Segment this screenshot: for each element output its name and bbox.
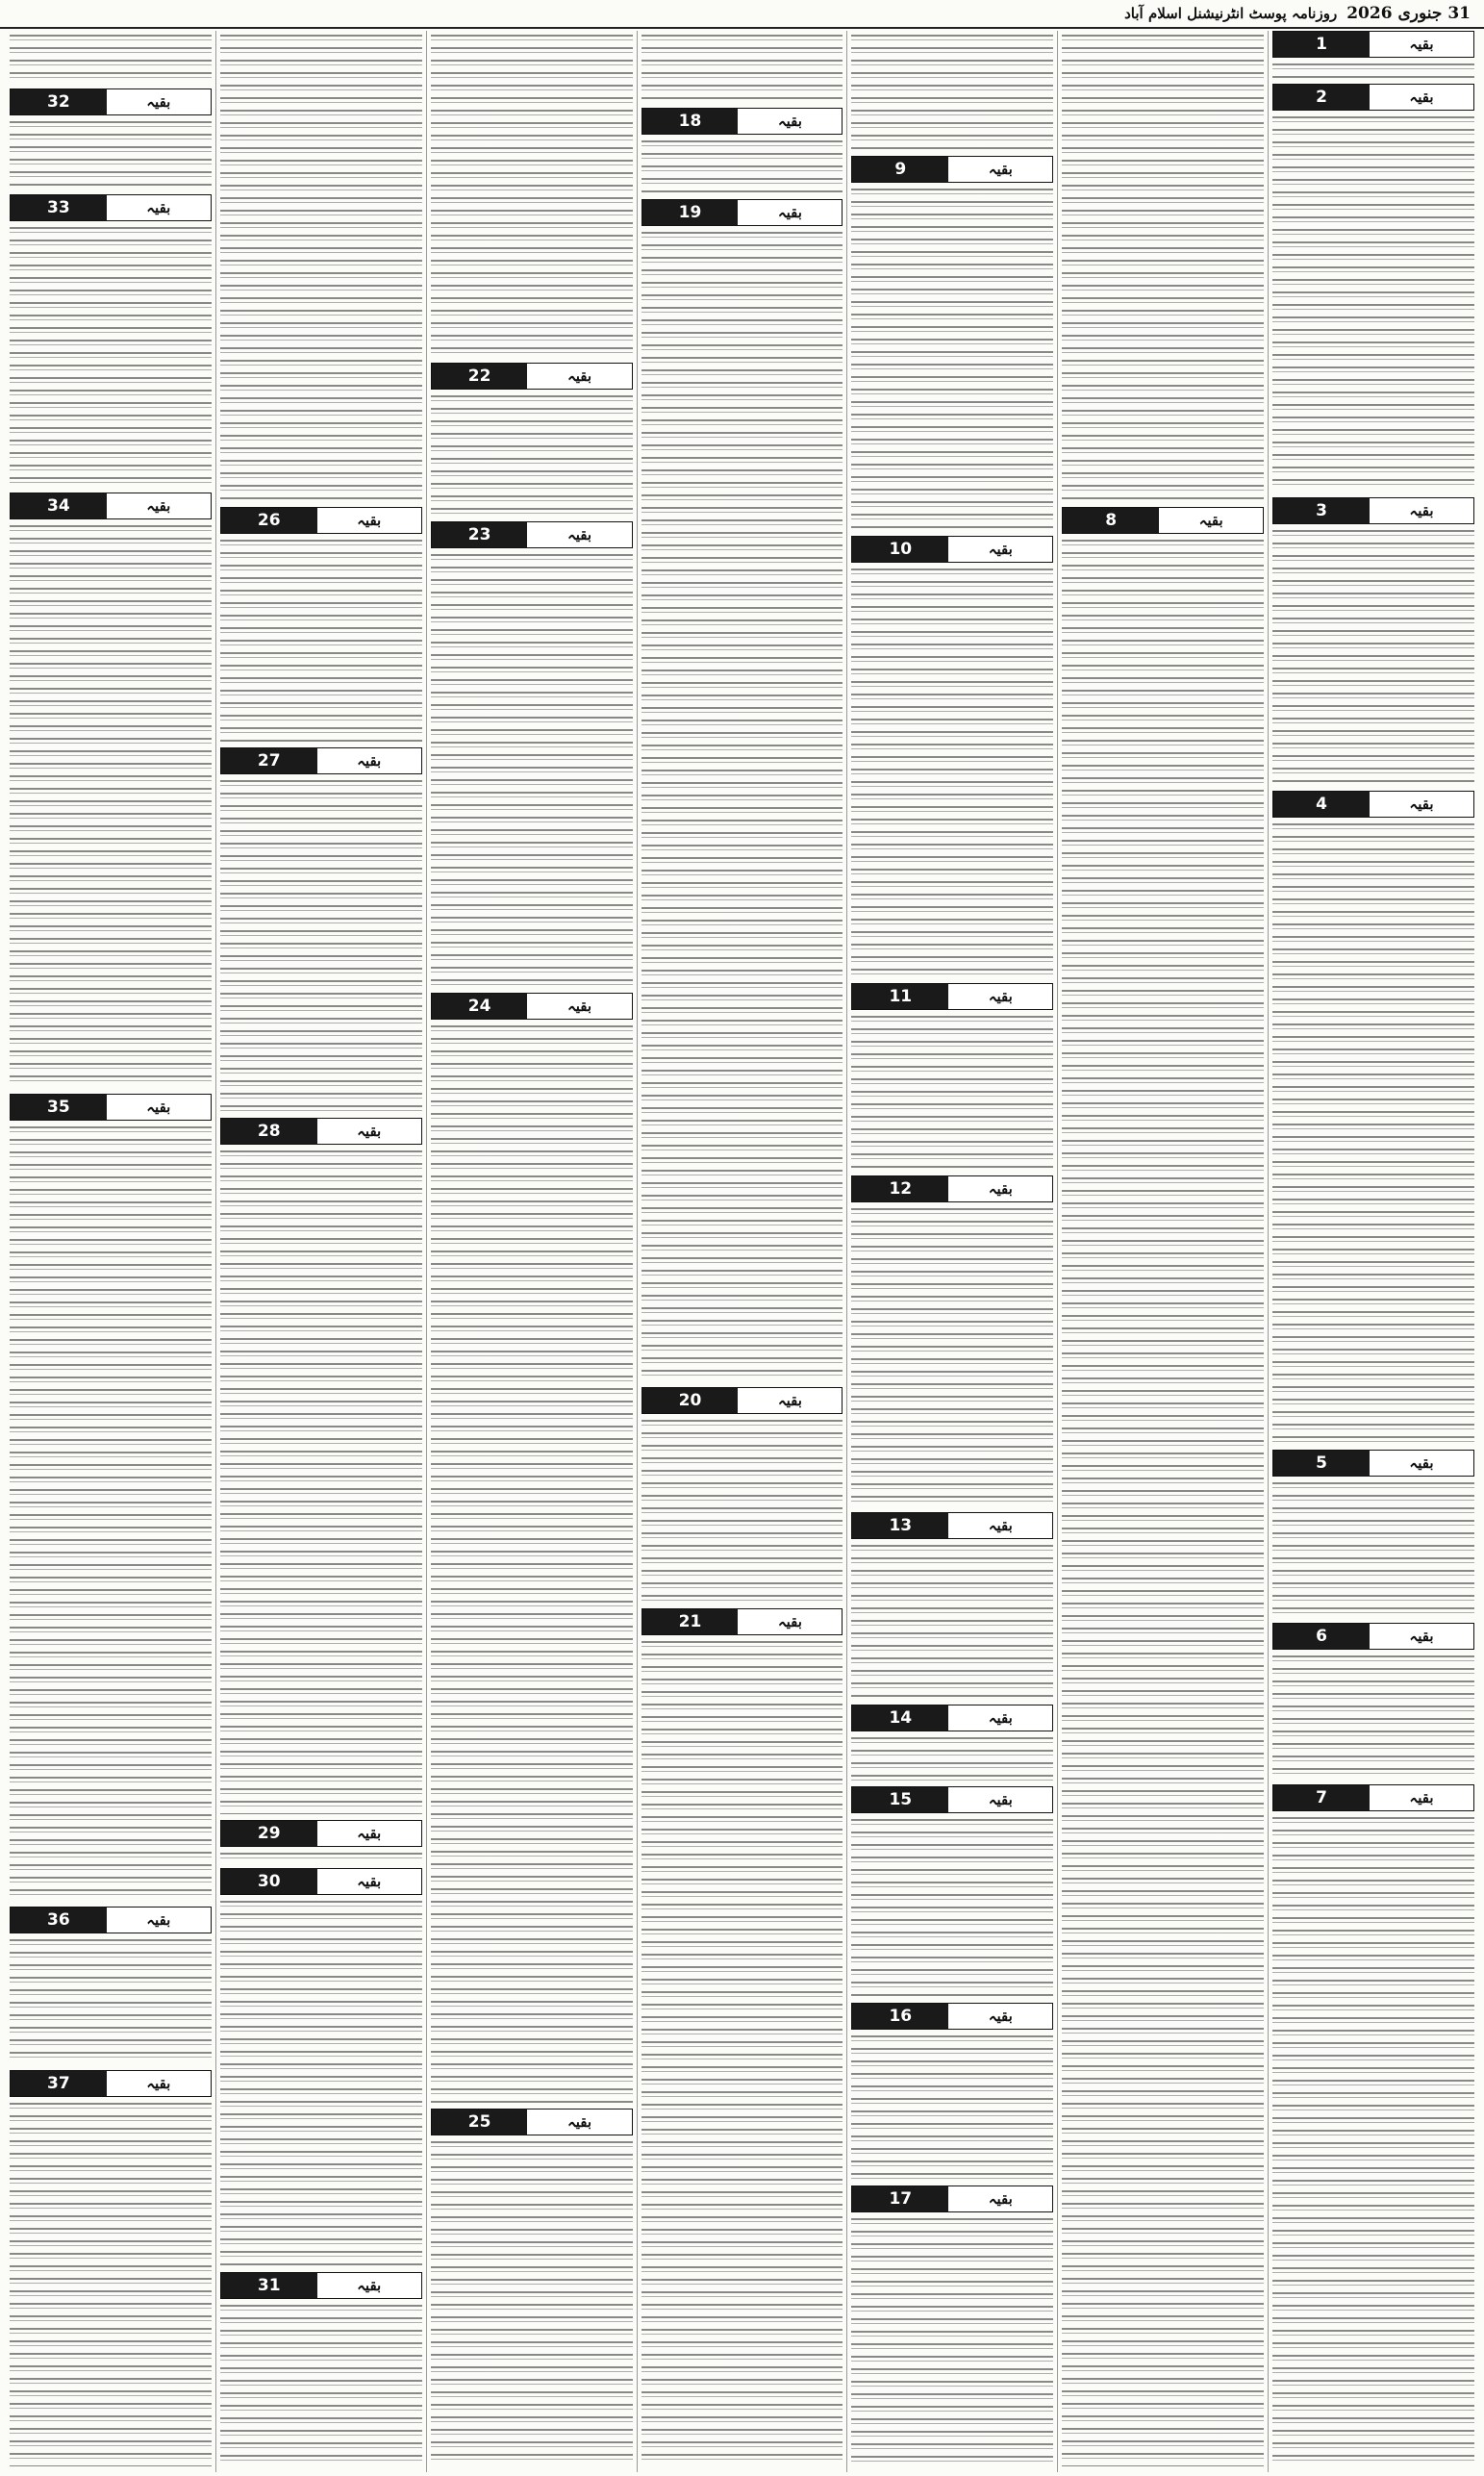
section-label: بقیہ	[948, 1705, 1052, 1731]
article-text	[851, 1815, 1053, 1997]
continuation-header	[851, 1786, 1053, 1813]
block-number: 15	[852, 1787, 948, 1812]
article-continuation	[641, 31, 843, 102]
article-text	[220, 31, 422, 501]
continuation-header	[220, 1118, 422, 1145]
continuation-header	[1272, 1623, 1474, 1650]
article-text	[1272, 1652, 1474, 1779]
article-text	[851, 2214, 1053, 2466]
article-block-29	[220, 1820, 422, 1862]
article-text	[431, 392, 633, 516]
continuation-header	[1272, 31, 1474, 58]
continuation-header	[1272, 84, 1474, 111]
section-label: بقیہ	[527, 522, 631, 547]
continuation-header	[10, 2070, 212, 2097]
column-5	[426, 31, 637, 2472]
column-7	[6, 31, 215, 2472]
article-block-7	[1272, 1784, 1474, 2466]
article-text	[851, 1733, 1053, 1781]
section-label: بقیہ	[317, 748, 421, 773]
block-number: 8	[1063, 508, 1159, 533]
column-4	[637, 31, 847, 2472]
article-text	[10, 1123, 212, 1901]
continuation-header	[431, 363, 633, 390]
article-text	[10, 117, 212, 189]
continuation-header	[1272, 1450, 1474, 1477]
continuation-header	[10, 1907, 212, 1933]
continuation-header	[851, 156, 1053, 183]
continuation-header	[1272, 791, 1474, 818]
article-block-11	[851, 983, 1053, 1170]
block-number: 3	[1273, 498, 1370, 523]
continuation-header	[851, 983, 1053, 1010]
block-number: 29	[221, 1821, 317, 1846]
article-block-33	[10, 194, 212, 487]
article-text	[641, 31, 843, 102]
column-3	[846, 31, 1057, 2472]
section-label: بقیہ	[317, 508, 421, 533]
article-text	[1272, 1478, 1474, 1617]
continuation-header	[851, 1705, 1053, 1731]
article-block-19	[641, 199, 843, 1381]
article-block-32	[10, 88, 212, 189]
block-number: 36	[11, 1908, 107, 1933]
section-label: بقیہ	[948, 537, 1052, 562]
article-text	[851, 31, 1053, 150]
article-block-22	[431, 363, 633, 516]
section-label: بقیہ	[738, 109, 842, 134]
article-block-25	[431, 2109, 633, 2466]
article-block-34	[10, 493, 212, 1088]
block-number: 34	[11, 493, 107, 518]
article-text	[431, 2137, 633, 2466]
continuation-header	[10, 88, 212, 115]
continuation-header	[220, 1820, 422, 1847]
block-number: 2	[1273, 85, 1370, 110]
article-block-6	[1272, 1623, 1474, 1779]
article-text	[220, 1849, 422, 1862]
article-text	[851, 1204, 1053, 1506]
section-label: بقیہ	[1370, 32, 1473, 57]
section-label: بقیہ	[948, 2004, 1052, 2029]
article-block-4	[1272, 791, 1474, 1444]
column-2	[1057, 31, 1268, 2472]
article-continuation	[851, 31, 1053, 150]
block-number: 1	[1273, 32, 1370, 57]
article-text	[1272, 60, 1474, 78]
article-text	[851, 185, 1053, 530]
article-text	[851, 1541, 1053, 1699]
masthead	[0, 0, 1484, 29]
article-block-24	[431, 993, 633, 2103]
column-1	[1268, 31, 1478, 2472]
article-block-17	[851, 2185, 1053, 2466]
article-text	[641, 1416, 843, 1603]
continuation-header	[641, 1387, 843, 1414]
section-label: بقیہ	[948, 157, 1052, 182]
article-text	[10, 521, 212, 1088]
section-label: بقیہ	[527, 994, 631, 1019]
columns	[6, 31, 1478, 2472]
section-label: بقیہ	[317, 1119, 421, 1144]
block-number: 26	[221, 508, 317, 533]
section-label: بقیہ	[738, 1388, 842, 1413]
block-number: 7	[1273, 1785, 1370, 1810]
article-block-8	[1062, 507, 1264, 2466]
article-block-36	[10, 1907, 212, 2064]
section-label: بقیہ	[527, 2110, 631, 2135]
article-continuation	[220, 31, 422, 501]
block-number: 28	[221, 1119, 317, 1144]
block-number: 33	[11, 195, 107, 220]
article-text	[220, 2301, 422, 2466]
block-number: 30	[221, 1869, 317, 1894]
section-label: بقیہ	[317, 1821, 421, 1846]
article-block-26	[220, 507, 422, 742]
issue-date: 31 جنوری 2026	[1346, 4, 1471, 23]
article-continuation	[431, 31, 633, 357]
section-label: بقیہ	[948, 1787, 1052, 1812]
article-text	[431, 31, 633, 357]
block-number: 32	[11, 89, 107, 114]
section-label: بقیہ	[738, 1609, 842, 1634]
continuation-header	[1062, 507, 1264, 534]
continuation-header	[641, 199, 843, 226]
article-block-21	[641, 1608, 843, 2466]
block-number: 21	[642, 1609, 739, 1634]
section-label: بقیہ	[107, 89, 211, 114]
article-text	[220, 776, 422, 1112]
section-label: بقیہ	[107, 493, 211, 518]
article-block-16	[851, 2003, 1053, 2180]
article-block-28	[220, 1118, 422, 1814]
article-continuation	[10, 31, 212, 83]
section-label: بقیہ	[1370, 792, 1473, 817]
block-number: 27	[221, 748, 317, 773]
article-block-23	[431, 521, 633, 987]
block-number: 9	[852, 157, 948, 182]
block-number: 6	[1273, 1624, 1370, 1649]
block-number: 14	[852, 1705, 948, 1731]
continuation-header	[851, 2185, 1053, 2212]
block-number: 17	[852, 2186, 948, 2211]
paper-name: روزنامہ پوسٹ انٹرنیشنل اسلام آباد	[1124, 5, 1338, 22]
article-block-14	[851, 1705, 1053, 1781]
continuation-header	[220, 747, 422, 774]
block-number: 11	[852, 984, 948, 1009]
continuation-header	[641, 108, 843, 135]
block-number: 35	[11, 1095, 107, 1120]
section-label: بقیہ	[317, 2273, 421, 2298]
continuation-header	[851, 536, 1053, 563]
continuation-header	[851, 1512, 1053, 1539]
section-label: بقیہ	[317, 1869, 421, 1894]
article-block-20	[641, 1387, 843, 1603]
section-label: بقیہ	[1370, 498, 1473, 523]
section-label: بقیہ	[1370, 85, 1473, 110]
block-number: 13	[852, 1513, 948, 1538]
article-block-9	[851, 156, 1053, 530]
column-6	[215, 31, 426, 2472]
article-text	[431, 550, 633, 987]
article-block-5	[1272, 1450, 1474, 1617]
article-text	[10, 2099, 212, 2466]
section-label: بقیہ	[1370, 1785, 1473, 1810]
continuation-header	[10, 493, 212, 519]
continuation-header	[10, 194, 212, 221]
article-text	[851, 2032, 1053, 2180]
block-number: 18	[642, 109, 739, 134]
article-block-2	[1272, 84, 1474, 492]
block-number: 23	[432, 522, 528, 547]
article-text	[10, 223, 212, 487]
block-number: 24	[432, 994, 528, 1019]
article-text	[641, 228, 843, 1381]
block-number: 16	[852, 2004, 948, 2029]
continuation-header	[10, 1094, 212, 1121]
article-block-13	[851, 1512, 1053, 1699]
block-number: 37	[11, 2071, 107, 2096]
article-text	[1272, 820, 1474, 1444]
continuation-header	[220, 1868, 422, 1895]
block-number: 25	[432, 2110, 528, 2135]
continuation-header	[851, 2003, 1053, 2030]
article-text	[851, 565, 1053, 977]
section-label: بقیہ	[527, 364, 631, 389]
article-text	[1272, 1813, 1474, 2466]
section-label: بقیہ	[1370, 1624, 1473, 1649]
continuation-header	[1272, 497, 1474, 524]
continuation-header	[431, 521, 633, 548]
block-number: 19	[642, 200, 739, 225]
block-number: 31	[221, 2273, 317, 2298]
article-block-30	[220, 1868, 422, 2266]
section-label: بقیہ	[1159, 508, 1263, 533]
article-text	[220, 1147, 422, 1814]
article-text	[1272, 526, 1474, 785]
block-number: 4	[1273, 792, 1370, 817]
article-block-3	[1272, 497, 1474, 785]
section-label: بقیہ	[948, 1176, 1052, 1201]
section-label: بقیہ	[107, 1095, 211, 1120]
block-number: 10	[852, 537, 948, 562]
section-label: بقیہ	[107, 195, 211, 220]
article-text	[220, 1897, 422, 2266]
continuation-header	[1272, 1784, 1474, 1811]
section-label: بقیہ	[1370, 1451, 1473, 1476]
article-block-1	[1272, 31, 1474, 78]
article-block-15	[851, 1786, 1053, 1997]
article-text	[1272, 113, 1474, 492]
continuation-header	[220, 2272, 422, 2299]
article-text	[851, 1012, 1053, 1170]
continuation-header	[851, 1175, 1053, 1202]
article-block-12	[851, 1175, 1053, 1506]
section-label: بقیہ	[948, 984, 1052, 1009]
section-label: بقیہ	[948, 2186, 1052, 2211]
continuation-header	[431, 2109, 633, 2135]
section-label: بقیہ	[738, 200, 842, 225]
article-text	[220, 536, 422, 742]
article-block-37	[10, 2070, 212, 2466]
section-label: بقیہ	[107, 2071, 211, 2096]
article-text	[641, 1637, 843, 2466]
article-block-18	[641, 108, 843, 193]
section-label: بقیہ	[107, 1908, 211, 1933]
article-text	[641, 137, 843, 193]
article-text	[1062, 536, 1264, 2466]
section-label: بقیہ	[948, 1513, 1052, 1538]
article-text	[10, 1935, 212, 2064]
article-continuation	[1062, 31, 1264, 501]
article-text	[431, 1022, 633, 2103]
continuation-header	[431, 993, 633, 1020]
article-block-27	[220, 747, 422, 1112]
article-block-31	[220, 2272, 422, 2466]
article-block-35	[10, 1094, 212, 1901]
article-text	[1062, 31, 1264, 501]
continuation-header	[641, 1608, 843, 1635]
article-block-10	[851, 536, 1053, 977]
block-number: 22	[432, 364, 528, 389]
block-number: 20	[642, 1388, 739, 1413]
block-number: 12	[852, 1176, 948, 1201]
block-number: 5	[1273, 1451, 1370, 1476]
continuation-header	[220, 507, 422, 534]
article-text	[10, 31, 212, 83]
